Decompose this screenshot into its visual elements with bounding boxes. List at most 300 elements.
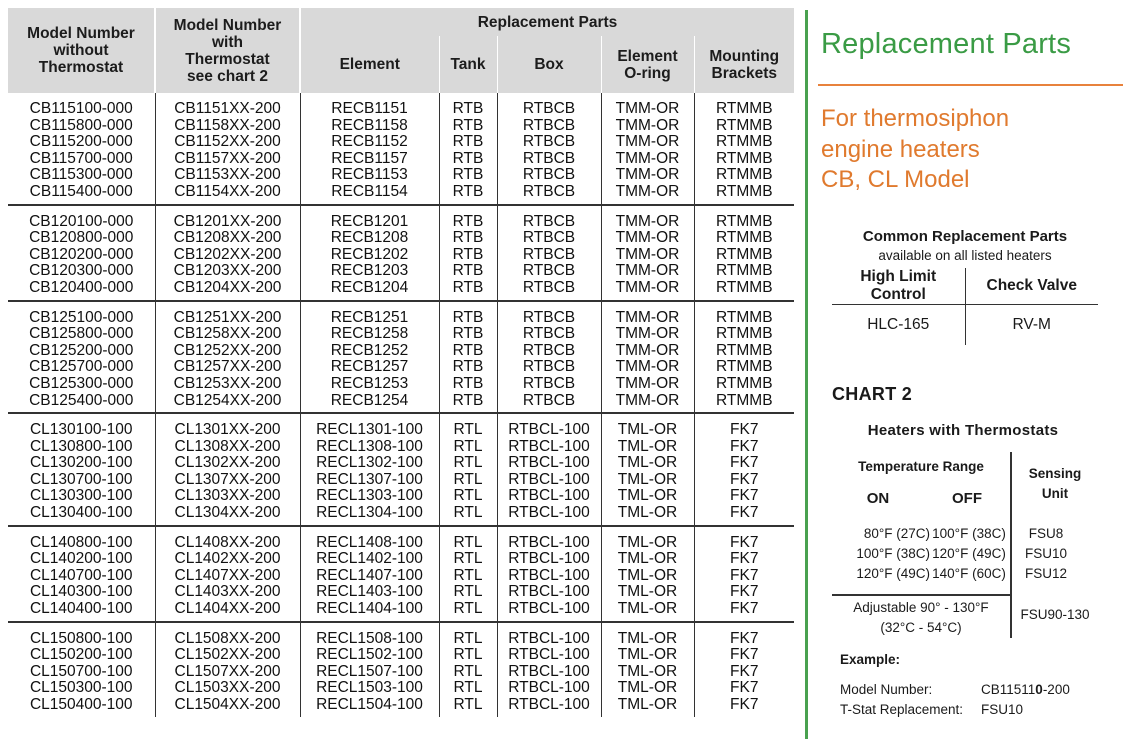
cell-line: RTB <box>452 308 484 326</box>
box-cell <box>497 205 601 301</box>
cell-line: CB115300-000 <box>29 166 133 184</box>
adjustable-range: Adjustable 90° - 130°F (32°C - 54°C) <box>853 600 989 635</box>
cell-line: CB125700-000 <box>29 358 134 376</box>
element-cell <box>300 301 439 414</box>
cell-line: FK7 <box>730 470 759 488</box>
cell-line: RTB <box>452 278 484 296</box>
cell-line: RTBCL-100 <box>508 504 590 522</box>
cell-line: TMM-OR <box>615 278 680 296</box>
cell-line: RTBCL-100 <box>508 437 590 455</box>
cell-line: RTBCB <box>522 245 576 263</box>
tank-cell <box>439 526 497 622</box>
cell-line: TML-OR <box>617 454 678 472</box>
cell-line: RTBCB <box>522 308 576 326</box>
cell-line: RTB <box>452 391 484 409</box>
tank-cell <box>439 93 497 205</box>
element-cell <box>300 205 439 301</box>
oring-cell <box>601 301 694 414</box>
cell-line: CL1303XX-200 <box>174 487 281 505</box>
cell-line: RTBCB <box>522 166 576 184</box>
element-cell <box>300 413 439 526</box>
cell-line: RECL1303-100 <box>316 487 423 505</box>
header-box: Box <box>497 36 601 93</box>
cell-line: TML-OR <box>617 583 678 601</box>
cell-line: RTBCB <box>522 325 576 343</box>
cell-line: CL1308XX-200 <box>174 437 281 455</box>
temp-unit: FSU10 <box>1024 546 1068 561</box>
cell-line: CB125200-000 <box>29 341 134 359</box>
cell-line: RECB1154 <box>331 182 408 200</box>
cell-line: CL1404XX-200 <box>174 600 281 618</box>
cell-line: CL130300-100 <box>29 487 133 505</box>
subtitle-line: For thermosiphon <box>821 105 1010 132</box>
cell-line: TML-OR <box>617 470 678 488</box>
replacement-parts-table <box>8 8 794 717</box>
example-model-value: CB115110-200 <box>981 682 1070 697</box>
cell-line: RTMMB <box>715 133 773 151</box>
cell-line: CL140800-100 <box>29 533 133 551</box>
cell-line: RTMMB <box>715 341 773 359</box>
cell-line: TMM-OR <box>615 182 680 200</box>
cell-line: CB125300-000 <box>29 374 134 392</box>
cell-line: RTBCL-100 <box>508 454 590 472</box>
tank-cell <box>439 205 497 301</box>
cell-line: RECB1202 <box>330 245 409 263</box>
cell-line: RTBCL-100 <box>508 646 590 664</box>
cell-line: FK7 <box>730 437 759 455</box>
cell-line: FK7 <box>730 646 759 664</box>
cell-line: TMM-OR <box>615 229 680 247</box>
cell-line: RTL <box>453 437 483 455</box>
cell-line: RTBCB <box>522 229 576 247</box>
bracket-cell <box>694 93 794 205</box>
table-row-group <box>8 622 794 717</box>
cell-line: CB1254XX-200 <box>173 391 282 409</box>
cell-line: CL1503XX-200 <box>174 679 281 697</box>
cell-line: TML-OR <box>617 533 678 551</box>
cell-line: RTMMB <box>715 262 773 280</box>
element-cell <box>300 526 439 622</box>
example-tstat-value: FSU10 <box>981 702 1024 717</box>
cell-line: CL140300-100 <box>29 583 133 601</box>
cell-line: TMM-OR <box>615 358 680 376</box>
bracket-cell <box>694 413 794 526</box>
common-col-high-limit: High Limit Control <box>832 268 965 305</box>
cell-line: CL130800-100 <box>29 437 133 455</box>
cell-line: FK7 <box>730 696 759 713</box>
cell-line: TMM-OR <box>615 325 680 343</box>
cell-line: RTBCB <box>522 374 576 392</box>
temp-unit: FSU12 <box>1024 566 1068 581</box>
cell-line: RTBCB <box>522 341 576 359</box>
bracket-cell <box>694 301 794 414</box>
cell-line: RECB1257 <box>330 358 409 376</box>
cell-line: RTL <box>453 646 483 664</box>
model-number-cell <box>8 413 155 526</box>
cell-line: RTB <box>452 358 484 376</box>
temp-row <box>832 546 1098 567</box>
cell-line: CL1302XX-200 <box>174 454 281 472</box>
cell-line: TMM-OR <box>615 308 680 326</box>
cell-line: RTB <box>452 325 484 343</box>
cell-line: RTMMB <box>715 100 773 117</box>
cell-line: CB120300-000 <box>29 262 134 280</box>
cell-line: RTL <box>453 487 483 505</box>
cell-line: RTL <box>453 629 483 647</box>
cell-line: RTBCB <box>522 358 576 376</box>
cell-line: RTMMB <box>715 212 773 230</box>
element-cell <box>300 622 439 717</box>
example-model-label: Model Number: <box>840 682 933 697</box>
cell-line: TMM-OR <box>615 391 680 409</box>
model-number-cell <box>8 93 155 205</box>
cell-line: RTL <box>453 454 483 472</box>
box-cell <box>497 301 601 414</box>
table-row-group <box>8 526 794 622</box>
header-model-with-thermostat: Model Number with Thermostat see chart 2 <box>155 8 300 93</box>
cell-line: CL130100-100 <box>29 421 133 439</box>
common-val-high-limit: HLC-165 <box>832 305 965 345</box>
box-cell <box>497 526 601 622</box>
cell-line: CB1203XX-200 <box>173 262 282 280</box>
cell-line: TML-OR <box>617 646 678 664</box>
cell-line: CB1201XX-200 <box>173 212 282 230</box>
cell-line: RTMMB <box>715 229 773 247</box>
cell-line: CB120100-000 <box>29 212 134 230</box>
cell-line: RECL1302-100 <box>316 454 423 472</box>
cell-line: RTL <box>453 662 483 680</box>
box-cell <box>497 622 601 717</box>
cell-line: RECB1253 <box>330 374 409 392</box>
chart2-heading: Heaters with Thermostats <box>867 422 1059 439</box>
cell-line: TMM-OR <box>615 245 680 263</box>
cell-line: RTBCL-100 <box>508 487 590 505</box>
cell-line: RTB <box>452 182 484 200</box>
cell-line: RECL1503-100 <box>316 679 423 697</box>
cell-line: FK7 <box>730 629 759 647</box>
tank-cell <box>439 301 497 414</box>
cell-line: CB115400-000 <box>29 182 133 200</box>
cell-line: RTMMB <box>715 391 773 409</box>
cell-line: TML-OR <box>617 696 678 713</box>
cell-line: CL1301XX-200 <box>174 421 281 439</box>
cell-line: FK7 <box>730 550 759 568</box>
cell-line: CB1258XX-200 <box>173 325 282 343</box>
cell-line: RTBCB <box>522 212 576 230</box>
table-row-group <box>8 93 794 205</box>
cell-line: FK7 <box>730 600 759 618</box>
cell-line: RTL <box>453 566 483 584</box>
cell-line: CL1507XX-200 <box>174 662 281 680</box>
cell-line: RTBCB <box>522 100 576 117</box>
cell-line: RTMMB <box>715 182 773 200</box>
header-element: Element <box>300 36 439 93</box>
cell-line: RECB1201 <box>330 212 409 230</box>
temp-row <box>832 526 1098 547</box>
cell-line: CB120200-000 <box>29 245 134 263</box>
cell-line: TMM-OR <box>615 341 680 359</box>
model-thermostat-cell <box>155 413 300 526</box>
temp-row <box>832 566 1098 587</box>
cell-line: TMM-OR <box>615 100 680 117</box>
cell-line: FK7 <box>730 566 759 584</box>
cell-line: FK7 <box>730 583 759 601</box>
model-thermostat-cell <box>155 93 300 205</box>
cell-line: TMM-OR <box>615 262 680 280</box>
cell-line: FK7 <box>730 454 759 472</box>
cell-line: CB1151XX-200 <box>174 100 281 117</box>
cell-line: CB125100-000 <box>29 308 134 326</box>
common-parts-table <box>832 268 1098 345</box>
sensing-unit-label: Sensing Unit <box>1028 466 1082 501</box>
cell-line: RTMMB <box>715 149 773 167</box>
cell-line: RECL1504-100 <box>316 696 423 713</box>
cell-line: CL150200-100 <box>29 646 133 664</box>
cell-line: RTBCB <box>522 133 576 151</box>
box-cell <box>497 93 601 205</box>
cell-line: CL1508XX-200 <box>174 629 281 647</box>
cell-line: RTBCB <box>522 116 576 134</box>
cell-line: CL140700-100 <box>29 566 133 584</box>
on-label: ON <box>866 490 890 507</box>
cell-line: RECB1153 <box>331 166 408 184</box>
cell-line: RTMMB <box>715 245 773 263</box>
cell-line: CB1202XX-200 <box>173 245 282 263</box>
cell-line: RECL1403-100 <box>316 583 423 601</box>
cell-line: CB1252XX-200 <box>173 341 282 359</box>
cell-line: RTBCL-100 <box>508 696 590 713</box>
cell-line: CB115100-000 <box>29 100 133 117</box>
cell-line: CB120800-000 <box>29 229 134 247</box>
temp-off: 120°F (49C) <box>932 546 1006 561</box>
cell-line: RTBCB <box>522 278 576 296</box>
example-tstat-label: T-Stat Replacement: <box>840 702 964 717</box>
cell-line: RTBCL-100 <box>508 470 590 488</box>
cell-line: RECL1507-100 <box>316 662 423 680</box>
cell-line: FK7 <box>730 662 759 680</box>
adjustable-unit: FSU90-130 <box>1020 607 1090 622</box>
cell-line: RECB1158 <box>331 116 408 134</box>
tank-cell <box>439 413 497 526</box>
cell-line: CL1407XX-200 <box>174 566 281 584</box>
cell-line: FK7 <box>730 679 759 697</box>
cell-line: CL150400-100 <box>29 696 133 713</box>
panel-subtitle <box>821 104 1009 196</box>
cell-line: RTBCL-100 <box>508 600 590 618</box>
cell-line: RTL <box>453 470 483 488</box>
table-row-group <box>8 205 794 301</box>
tank-cell <box>439 622 497 717</box>
oring-cell <box>601 526 694 622</box>
bracket-cell <box>694 205 794 301</box>
cell-line: RTMMB <box>715 308 773 326</box>
subtitle-line: engine heaters <box>821 135 980 163</box>
header-tank: Tank <box>439 36 497 93</box>
cell-line: RTMMB <box>715 358 773 376</box>
cell-line: RECB1203 <box>330 262 409 280</box>
bracket-cell <box>694 526 794 622</box>
cell-line: RTMMB <box>715 374 773 392</box>
oring-cell <box>601 205 694 301</box>
cell-line: CB120400-000 <box>29 278 134 296</box>
cell-line: RECL1407-100 <box>316 566 423 584</box>
cell-line: RTB <box>452 229 484 247</box>
cell-line: RTBCB <box>522 391 576 409</box>
cell-line: TML-OR <box>617 600 678 618</box>
cell-line: RECB1258 <box>330 325 409 343</box>
cell-line: CL1304XX-200 <box>174 504 281 522</box>
cell-line: CB1157XX-200 <box>174 149 281 167</box>
row-divider <box>832 594 1010 596</box>
cell-line: RTL <box>453 533 483 551</box>
cell-line: RTMMB <box>715 116 773 134</box>
cell-line: RTL <box>453 696 483 713</box>
cell-line: TMM-OR <box>615 116 680 134</box>
cell-line: RTL <box>453 504 483 522</box>
cell-line: RTBCB <box>522 262 576 280</box>
panel-title: Replacement Parts <box>821 28 1072 60</box>
cell-line: RTMMB <box>715 325 773 343</box>
temp-unit: FSU8 <box>1028 526 1064 541</box>
cell-line: TML-OR <box>617 437 678 455</box>
cell-line: RTB <box>452 374 484 392</box>
cell-line: RECL1307-100 <box>316 470 423 488</box>
cell-line: RECB1252 <box>330 341 409 359</box>
cell-line: RTB <box>452 341 484 359</box>
cell-line: RTB <box>452 262 484 280</box>
cell-line: TML-OR <box>617 566 678 584</box>
parts-table-body <box>8 93 794 717</box>
header-mounting-brackets: Mounting Brackets <box>694 36 794 93</box>
cell-line: TML-OR <box>617 662 678 680</box>
cell-line: CL150300-100 <box>29 679 133 697</box>
cell-line: RTB <box>452 100 484 117</box>
cell-line: CB125400-000 <box>29 391 134 409</box>
cell-line: TML-OR <box>617 629 678 647</box>
table-row-group <box>8 301 794 414</box>
cell-line: RTL <box>453 550 483 568</box>
example-label: Example: <box>840 652 901 667</box>
temp-on: 120°F (49C) <box>856 566 930 581</box>
cell-line: CL1307XX-200 <box>174 470 281 488</box>
header-element-oring: Element O-ring <box>601 36 694 93</box>
cell-line: CL1408XX-200 <box>174 533 281 551</box>
cell-line: RECL1402-100 <box>316 550 423 568</box>
cell-line: CL130400-100 <box>29 504 133 522</box>
cell-line: RTMMB <box>715 166 773 184</box>
cell-line: RTBCL-100 <box>508 421 590 439</box>
cell-line: RECB1204 <box>330 278 409 296</box>
cell-line: RECL1404-100 <box>316 600 423 618</box>
model-thermostat-cell <box>155 622 300 717</box>
cell-line: CL130200-100 <box>29 454 133 472</box>
cell-line: CB1257XX-200 <box>173 358 282 376</box>
cell-line: CB1204XX-200 <box>173 278 282 296</box>
cell-line: TMM-OR <box>615 166 680 184</box>
cell-line: TML-OR <box>617 504 678 522</box>
cell-line: RECB1251 <box>330 308 409 326</box>
cell-line: RTBCB <box>522 149 576 167</box>
table-row-group <box>8 413 794 526</box>
cell-line: CL140400-100 <box>29 600 133 618</box>
subtitle-line: CB, CL Model <box>821 166 970 193</box>
cell-line: CB115700-000 <box>29 149 133 167</box>
model-number-cell <box>8 301 155 414</box>
chart2-title: CHART 2 <box>832 384 913 404</box>
cell-line: CL140200-100 <box>29 550 133 568</box>
cell-line: RTL <box>453 583 483 601</box>
cell-line: CB1208XX-200 <box>173 229 282 247</box>
cell-line: RECL1408-100 <box>316 533 423 551</box>
cell-line: CL150800-100 <box>29 629 133 647</box>
cell-line: TMM-OR <box>615 374 680 392</box>
cell-line: FK7 <box>730 421 759 439</box>
model-thermostat-cell <box>155 205 300 301</box>
cell-line: TML-OR <box>617 550 678 568</box>
cell-line: RTB <box>452 116 484 134</box>
cell-line: CB1158XX-200 <box>174 116 281 134</box>
common-col-check-valve: Check Valve <box>965 268 1098 305</box>
cell-line: RECB1151 <box>331 100 408 117</box>
common-parts-subheading: available on all listed heaters <box>878 248 1052 263</box>
cell-line: RECL1304-100 <box>316 504 423 522</box>
cell-line: CB115800-000 <box>29 116 133 134</box>
cell-line: RECL1508-100 <box>316 629 423 647</box>
bracket-cell <box>694 622 794 717</box>
cell-line: RECB1254 <box>330 391 409 409</box>
cell-line: RTB <box>452 166 484 184</box>
model-number-cell <box>8 205 155 301</box>
cell-line: RTB <box>452 212 484 230</box>
model-thermostat-cell <box>155 301 300 414</box>
cell-line: RTBCL-100 <box>508 550 590 568</box>
cell-line: RTL <box>453 421 483 439</box>
cell-line: RTB <box>452 133 484 151</box>
cell-line: TMM-OR <box>615 149 680 167</box>
cell-line: CB1154XX-200 <box>174 182 281 200</box>
cell-line: FK7 <box>730 487 759 505</box>
cell-line: CL1402XX-200 <box>174 550 281 568</box>
cell-line: RECB1208 <box>330 229 409 247</box>
temp-off: 100°F (38C) <box>932 526 1006 541</box>
cell-line: CB125800-000 <box>29 325 134 343</box>
cell-line: CL1502XX-200 <box>174 646 281 664</box>
temperature-range-label: Temperature Range <box>858 459 984 474</box>
section-divider <box>805 10 808 739</box>
cell-line: RECB1157 <box>331 149 408 167</box>
cell-line: RECL1502-100 <box>316 646 423 664</box>
cell-line: RTL <box>453 600 483 618</box>
temp-on: 80°F (27C) <box>863 526 930 541</box>
common-val-check-valve: RV-M <box>1012 315 1051 333</box>
cell-line: CL150700-100 <box>29 662 133 680</box>
model-thermostat-cell <box>155 526 300 622</box>
cell-line: RTB <box>452 149 484 167</box>
cell-line: TML-OR <box>617 679 678 697</box>
cell-line: FK7 <box>730 533 759 551</box>
cell-line: CB1152XX-200 <box>174 133 281 151</box>
off-label: OFF <box>952 490 982 507</box>
cell-line: TML-OR <box>617 487 678 505</box>
cell-line: CL1403XX-200 <box>174 583 281 601</box>
title-rule <box>818 84 1123 86</box>
cell-line: RTMMB <box>715 278 773 296</box>
element-cell <box>300 93 439 205</box>
cell-line: RECL1301-100 <box>316 421 423 439</box>
oring-cell <box>601 93 694 205</box>
cell-line: RTBCB <box>522 182 576 200</box>
cell-line: TMM-OR <box>615 212 680 230</box>
